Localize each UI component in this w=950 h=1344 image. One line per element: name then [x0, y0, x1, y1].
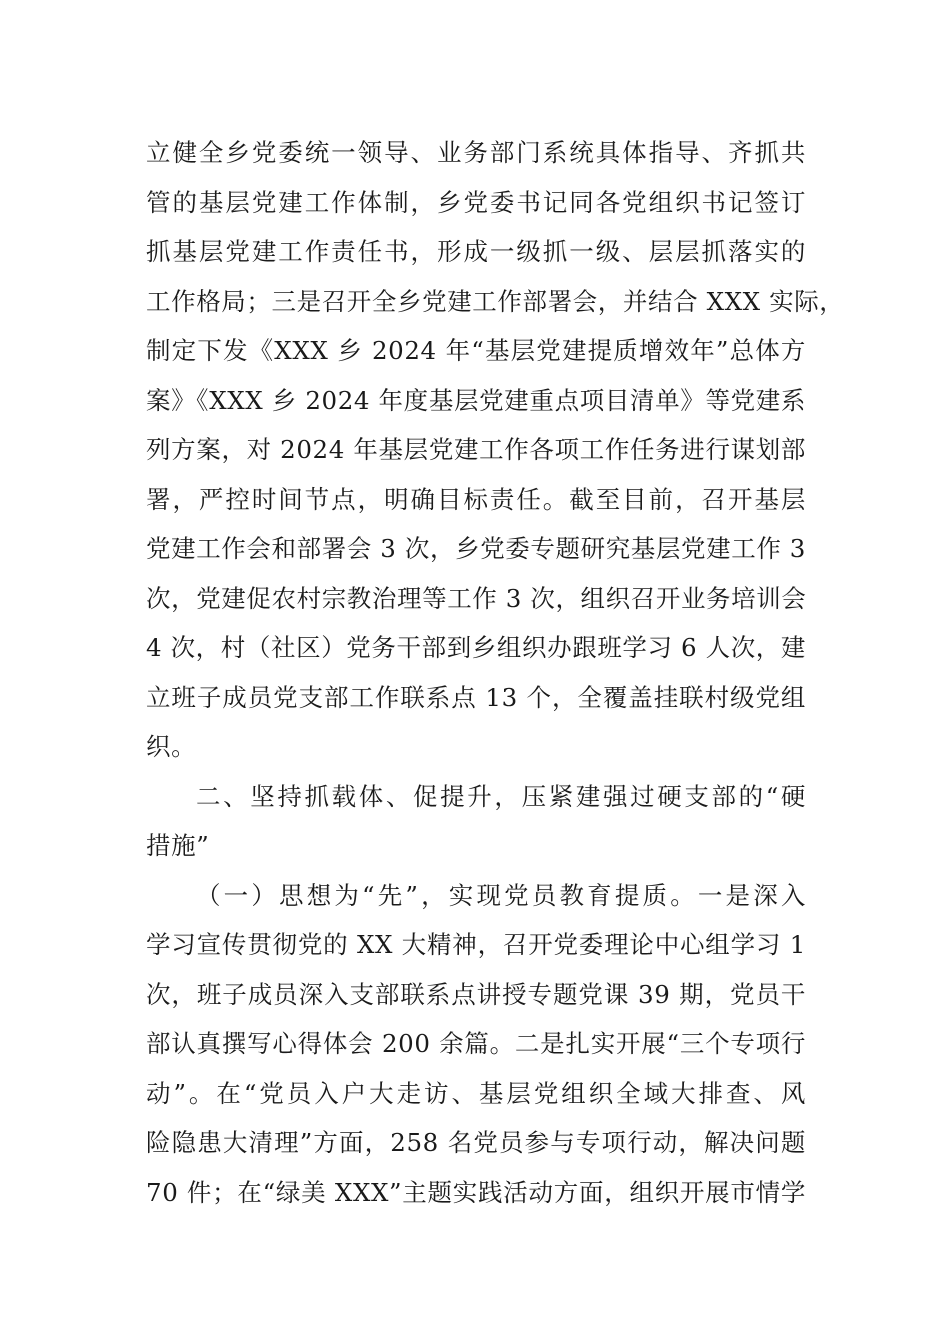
section-heading-line: 措施” — [146, 831, 210, 860]
section-heading-line: 二、坚持抓载体、促提升，压紧建强过硬支部的“硬 — [196, 781, 806, 811]
text-line: 列方案，对 2024 年基层党建工作各项工作任务进行谋划部 — [146, 435, 806, 464]
text-line: 70 件；在“绿美 XXX”主题实践活动方面，组织开展市情学 — [146, 1177, 806, 1207]
text-line: 部认真撰写心得体会 200 余篇。二是扎实开展“三个专项行 — [146, 1029, 806, 1058]
text-line: 抓基层党建工作责任书，形成一级抓一级、层层抓落实的 — [146, 237, 806, 266]
text-line: 险隐患大清理”方面，258 名党员参与专项行动，解决问题 — [146, 1128, 806, 1157]
text-line: 署，严控时间节点，明确目标责任。截至目前，召开基层 — [146, 484, 806, 514]
text-line: 动”。在“党员入户大走访、基层党组织全域大排查、风 — [146, 1078, 806, 1108]
text-line: 学习宣传贯彻党的 XX 大精神，召开党委理论中心组学习 1 — [146, 930, 806, 959]
text-line: 次，班子成员深入支部联系点讲授专题党课 39 期，党员干 — [146, 979, 806, 1009]
text-line: 立班子成员党支部工作联系点 13 个，全覆盖挂联村级党组 — [146, 682, 806, 712]
text-line: 案》《XXX 乡 2024 年度基层党建重点项目清单》等党建系 — [146, 385, 806, 415]
text-line: 次，党建促农村宗教治理等工作 3 次，组织召开业务培训会 — [146, 583, 807, 613]
text-line: 管的基层党建工作体制，乡党委书记同各党组织书记签订 — [146, 187, 806, 217]
subsection-line: （一）思想为“先”，实现党员教育提质。一是深入 — [196, 880, 806, 910]
text-line: 制定下发《XXX 乡 2024 年“基层党建提质增效年”总体方 — [146, 336, 806, 365]
text-line: 立健全乡党委统一领导、业务部门系统具体指导、齐抓共 — [146, 138, 806, 167]
text-line: 工作格局；三是召开全乡党建工作部署会，并结合 XXX 实际， — [146, 286, 845, 316]
text-line: 党建工作会和部署会 3 次，乡党委专题研究基层党建工作 3 — [146, 534, 806, 563]
text-line: 4 次，村（社区）党务干部到乡组织办跟班学习 6 人次，建 — [146, 633, 806, 662]
body-text — [146, 128, 845, 1217]
text-line: 织。 — [146, 732, 197, 761]
